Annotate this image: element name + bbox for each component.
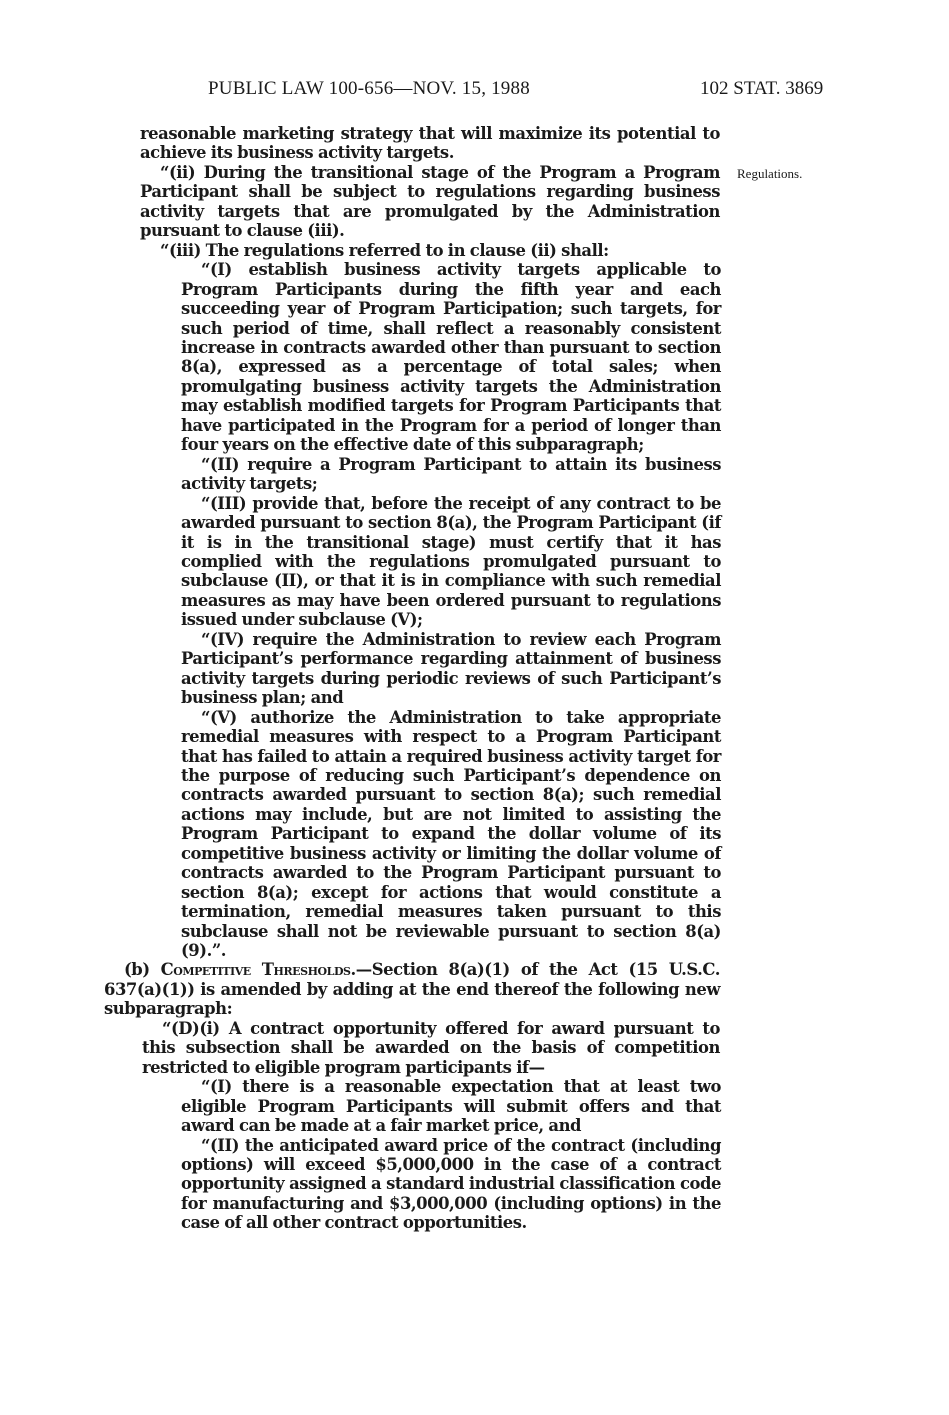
paragraph-subclause-II: “(II) require a Program Participant to attain its business activity targets; [181,454,721,494]
paragraph-D-i: “(D)(i) A contract opportunity offered for award pursuant to this subsection shall be awarded on the basis of competition restricted to eligible program participants if— [142,1018,720,1077]
paragraph-section-b [104,960,720,1018]
paragraph-D-subclause-II: “(II) the anticipated award price of the contract (including options) will exceed $5,000,000 in the case of a contract opportunity assigned a standard industrial classification code for manufacturing and $3,000,000 (including options) in the case of all other contract opportunities. [181,1135,721,1233]
paragraph-D-subclause-I: “(I) there is a reasonable expectation that at least two eligible Program Participants will submit offers and that award can be made at a fair market price, and [181,1077,721,1136]
section-b-prefix: (b) [124,960,161,980]
paragraph-subclause-III: “(III) provide that, before the receipt of any contract to be awarded pursuant to section 8(a), the Program Participant (if it is in the transitional stage) must certify that it has complied with the regulations promulgated pursuant to subclause (II), or that it is in compliance with such remedial measures as may have been ordered pursuant to regulations issued under subclause (V); [181,493,721,630]
running-header: PUBLIC LAW 100-656—NOV. 15, 1988 [208,78,530,99]
paragraph-subclause-I: “(I) establish business activity targets applicable to Program Participants during the fifth year and each succeeding year of Program Participation; such targets, for such period of time, shall reflect a reasonably consistent increase in contracts awarded other than pursuant to section 8(a), expressed as a percentage of total sales; when promulgating business activity targets the Administration may establish modified targets for Program Participants that have participated in the Program for a period of longer than four years on the effective date of this subparagraph; [181,260,721,455]
section-heading: Competitive Thresholds. [160,960,356,980]
document-body [0,124,949,1233]
paragraph-subclause-V: “(V) authorize the Administration to take appropriate remedial measures with respect to a Program Participant that has failed to attain a required business activity target for the purpose of reducing such Participant’s dependence on contracts awarded pursuant to section 8(a); such remedial actions may include, but are not limited to assisting the Program Participant to expand the dollar volume of its competitive business activity or limiting the dollar volume of contracts awarded to the Program Participant pursuant to section 8(a); except for actions that would constitute a termination, remedial measures taken pursuant to this subclause shall not be reviewable pursuant to section 8(a)(9).”. [181,707,721,961]
margin-note: Regulations. [737,166,803,181]
paragraph-clause-ii: “(ii) During the transitional stage of the Program a Program Participant shall be subject to regulations regarding business activity targets that are promulgated by the Administration pursuant to clause (iii). [140,162,720,241]
paragraph-clause-iii: “(iii) The regulations referred to in clause (ii) shall: [160,240,609,260]
page-number: 102 STAT. 3869 [700,78,824,99]
paragraph-continuation: reasonable marketing strategy that will maximize its potential to achieve its business activity targets. [140,124,720,163]
section-b-body: —Section 8(a)(1) of the Act (15 U.S.C. 637(a)(1)) is amended by adding at the end thereof the following new subparagraph: [104,960,720,1019]
paragraph-subclause-IV: “(IV) require the Administration to review each Program Participant’s performance regarding attainment of business activity targets during periodic reviews of such Participant’s business plan; and [181,629,721,708]
